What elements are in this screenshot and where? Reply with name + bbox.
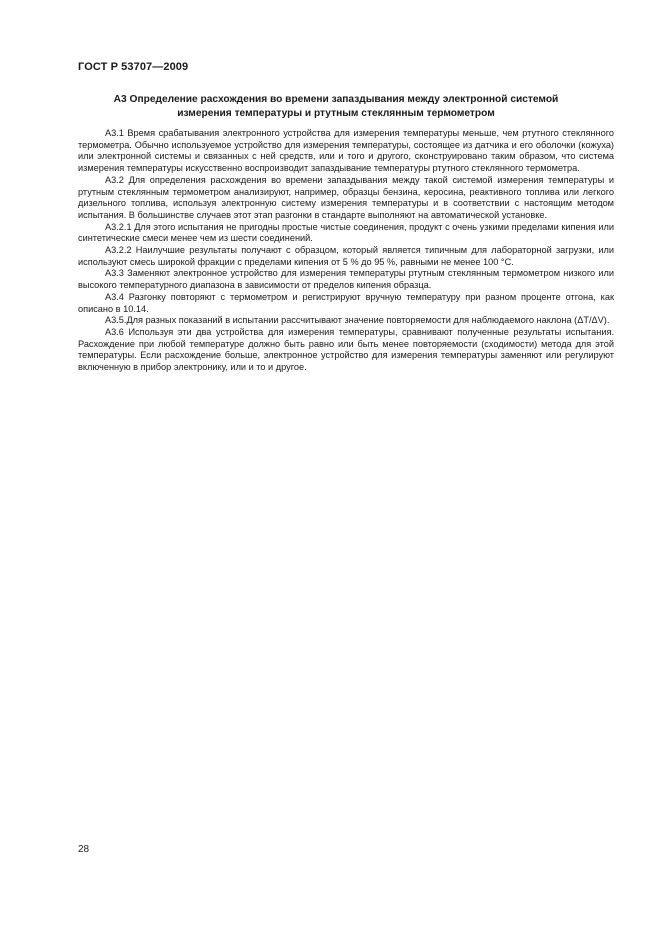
paragraph-a3-1: А3.1 Время срабатывания электронного устройства для измерения температуры меньше, чем ртутного стеклянного термометра. Обычно используемое устройство для измерения температуры, состоящее из датчика и его оболочки (кожуха) или электронной системы и связанных с ней средств, или и того и другого, сконструировано таким образом, что система измерения температуры искусственно воспроизводит запаздывание температуры ртутного стеклянного термометра. (78, 128, 614, 174)
page-number: 28 (78, 844, 90, 855)
paragraph-a3-2: А3.2 Для определения расхождения во времени запаздывания между такой системой измерения температуры и ртутным стеклянным термометром анализируют, например, образцы бензина, керосина, реактивного топлива или легкого дизельного топлива, используя электронную систему измерения температуры и в соответствии с настоящим методом испытания. В большинстве случаев этот этап разгонки в стандарте выполняют на автоматической установке. (78, 174, 614, 220)
body-text (78, 128, 614, 374)
paragraph-a3-2-2: А3.2.2 Наилучшие результаты получают с образцом, который является типичным для лабораторной загрузки, или используют смесь широкой фракции с пределами кипения от 5 % до 95 %, равными не менее 100 °С. (78, 245, 614, 267)
section-title-line-2: измерения температуры и ртутным стеклянным термометром (177, 107, 495, 119)
paragraph-a3-6: А3.6 Используя эти два устройства для измерения температуры, сравнивают полученные результаты испытания. Расхождение при любой температуре должно быть равно или быть менее повторяемости (сходимости) метода для этой температуры. Если расхождение больше, электронное устройство для измерения температуры заменяют или регулируют включенную в прибор электронику, или и то и другое. (78, 326, 614, 373)
section-title-line-1: А3 Определение расхождения во времени запаздывания между электронной системой (113, 94, 559, 105)
paragraph-a3-3: А3.3 Заменяют электронное устройство для измерения температуры ртутным стеклянным термометром низкого или высокого температурного диапазона в зависимости от пределов кипения образца. (78, 268, 614, 291)
document-code-header: ГОСТ Р 53707—2009 (78, 61, 189, 73)
section-title (78, 93, 594, 120)
paragraph-a3-2-1: А3.2.1 Для этого испытания не пригодны простые чистые соединения, продукт с очень узкими пределами кипения или синтетические смеси менее чем из шести соединений. (78, 221, 614, 244)
paragraph-a3-5: А3.5.Для разных показаний в испытании рассчитывают значение повторяемости для наблюдаемого наклона (ΔT/ΔV). (105, 315, 610, 326)
paragraph-a3-4: А3.4 Разгонку повторяют с термометром и регистрируют вручную температуру при разном проценте отгона, как описано в 10.14. (78, 291, 614, 314)
